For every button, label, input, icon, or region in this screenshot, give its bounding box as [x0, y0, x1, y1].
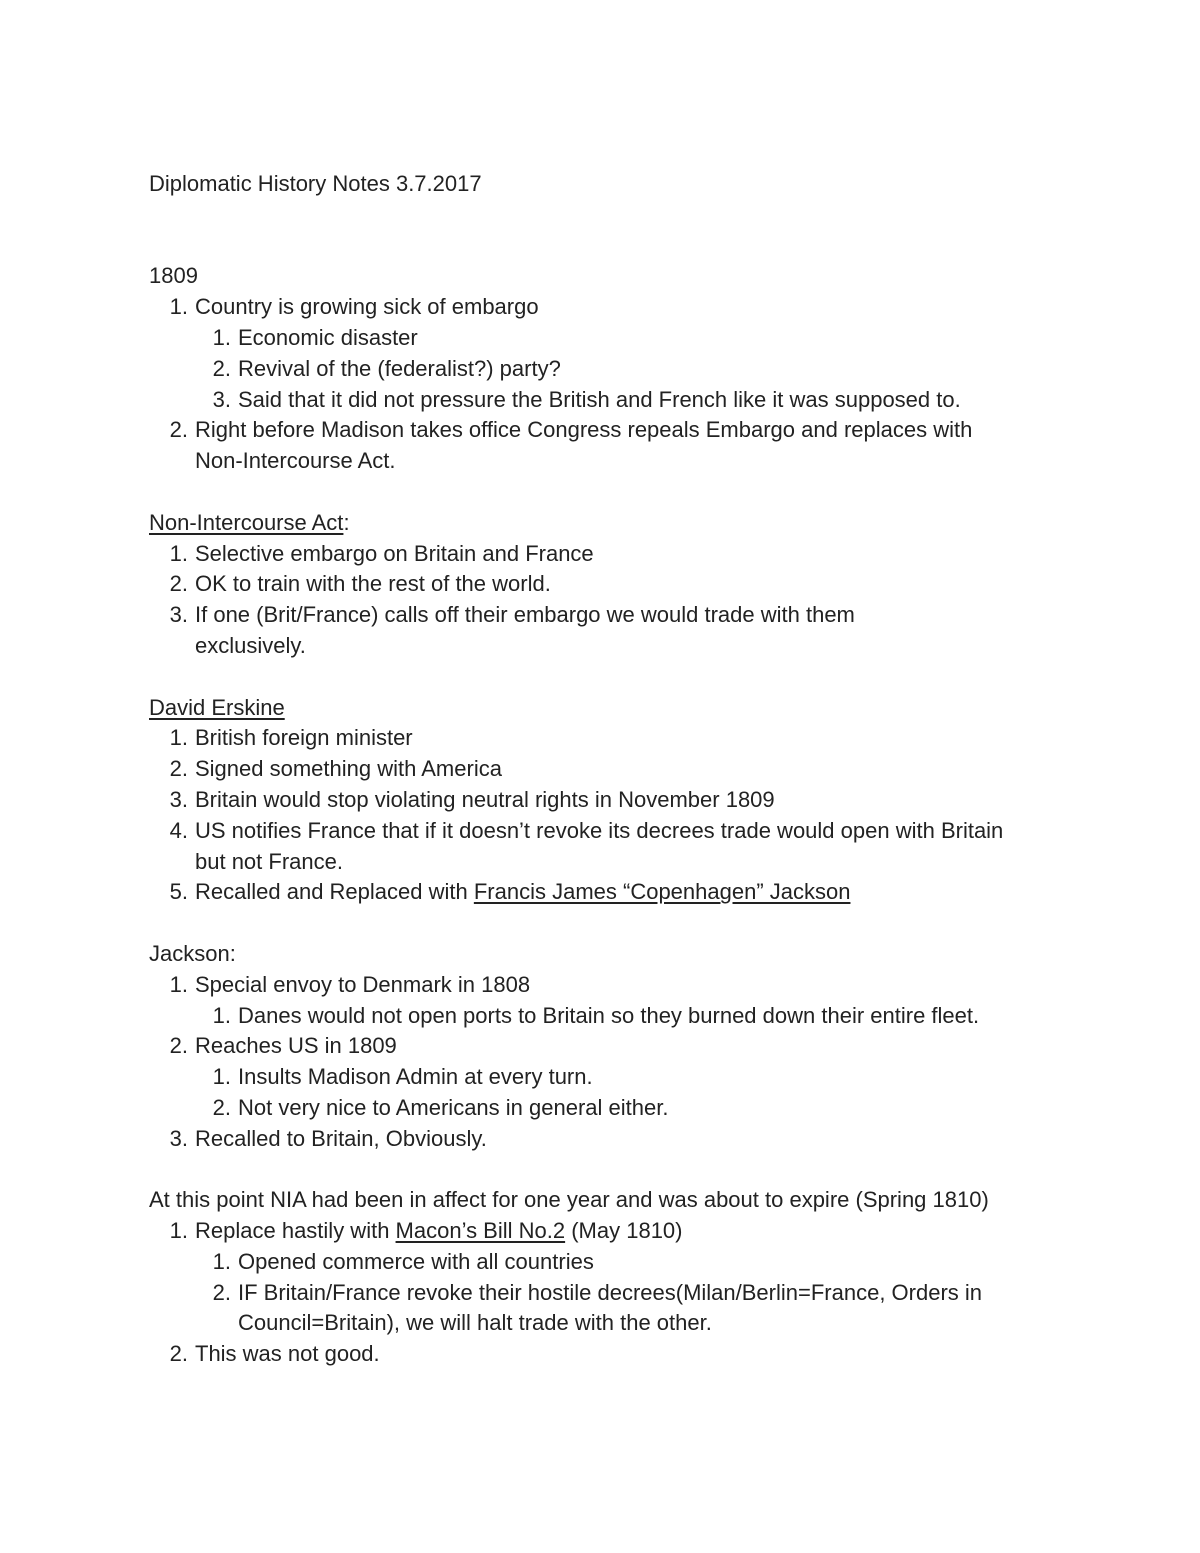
document-body [149, 169, 1059, 1370]
section-heading-david-erskine [149, 693, 1059, 724]
list-number: 1. [169, 971, 188, 997]
list-item-text: Not very nice to Americans in general either. [238, 1094, 669, 1120]
list-item-text: Danes would not open ports to Britain so they burned down their entire fleet. [238, 1002, 980, 1028]
list-number: 1. [212, 1248, 231, 1274]
list-number: 3. [169, 602, 188, 628]
list-number: 1. [212, 1064, 231, 1090]
list-number: 2. [212, 1094, 231, 1120]
list-item-text: Opened commerce with all countries [238, 1248, 594, 1274]
list-item-text: IF Britain/France revoke their hostile decrees(Milan/Berlin=France, Orders in Council=Britain), we will halt trade with the other. [238, 1279, 983, 1336]
heading-underlined-text: David Erskine [149, 694, 285, 720]
sub-list-item [149, 1278, 1048, 1340]
list-item-text: Reaches US in 1809 [195, 1033, 397, 1059]
sub-list-item [149, 1093, 1059, 1124]
sub-list-item [149, 1001, 1018, 1032]
list-item-text: Economic disaster [238, 324, 418, 350]
list-item [149, 600, 955, 662]
list-item [149, 754, 1059, 785]
list-item [149, 1031, 1059, 1062]
section-heading-non-intercourse-act [149, 508, 1059, 539]
list-number: 2. [169, 1033, 188, 1059]
list-item-text: Recalled to Britain, Obviously. [195, 1125, 487, 1151]
list-item [149, 1339, 1059, 1370]
list-number: 4. [169, 817, 188, 843]
sub-list-item [149, 385, 1059, 416]
list-item-text: If one (Brit/France) calls off their embargo we would trade with them exclusively. [195, 602, 855, 658]
underlined-name: Francis James “Copenhagen” Jackson [473, 879, 851, 905]
list-number: 5. [169, 879, 188, 905]
sub-list-item [149, 1062, 1059, 1093]
list-item-text: Signed something with America [195, 756, 502, 782]
list-item-text: Said that it did not pressure the British and French like it was supposed to. [238, 386, 961, 412]
list-number: 3. [169, 786, 188, 812]
list-item [149, 1124, 1059, 1155]
list-number: 1. [212, 1002, 231, 1028]
sub-list-item [149, 1247, 1059, 1278]
list-item-text-suffix: (May 1810) [565, 1218, 683, 1244]
list-number: 1. [169, 540, 188, 566]
list-item-text: Country is growing sick of embargo [195, 294, 539, 320]
list-item-text: Recalled and Replaced with [195, 879, 474, 905]
list-number: 2. [212, 355, 231, 381]
section-heading-jackson: Jackson: [149, 940, 236, 966]
list-item [149, 785, 1059, 816]
list-item-text: This was not good. [195, 1341, 380, 1367]
list-number: 2. [169, 571, 188, 597]
list-item [149, 539, 1059, 570]
list-number: 3. [212, 386, 231, 412]
page-title: Diplomatic History Notes 3.7.2017 [149, 171, 482, 196]
list-item-text: British foreign minister [195, 725, 413, 751]
list-item-text: Britain would stop violating neutral rights in November 1809 [195, 786, 775, 812]
section-intro-paragraph: At this point NIA had been in affect for one year and was about to expire (Spring 1810) [149, 1187, 989, 1213]
list-item [149, 1216, 1059, 1247]
list-item [149, 415, 1005, 477]
list-number: 2. [169, 1341, 188, 1367]
list-number: 1. [212, 324, 231, 350]
sub-list-item [149, 354, 1059, 385]
list-item [149, 877, 1059, 908]
sub-list-item [149, 323, 1059, 354]
list-number: 1. [169, 725, 188, 751]
list-item [149, 569, 1059, 600]
list-item [149, 723, 1059, 754]
list-item-text: Selective embargo on Britain and France [195, 540, 594, 566]
list-item-text: Revival of the (federalist?) party? [238, 355, 561, 381]
list-item-text: Right before Madison takes office Congress repeals Embargo and replaces with Non-Intercourse Act. [195, 417, 973, 474]
heading-underlined-text: Non-Intercourse Act [149, 509, 344, 535]
list-item-text: US notifies France that if it doesn’t revoke its decrees trade would open with Britain but not France. [195, 817, 1004, 874]
list-number: 2. [169, 417, 188, 443]
list-item-text: Insults Madison Admin at every turn. [238, 1064, 593, 1090]
list-item [149, 816, 1025, 878]
list-item-text: OK to train with the rest of the world. [195, 571, 551, 597]
list-number: 2. [169, 756, 188, 782]
list-item-text: Special envoy to Denmark in 1808 [195, 971, 531, 997]
list-number: 2. [212, 1279, 231, 1305]
list-number: 1. [169, 1218, 188, 1244]
section-heading-1809: 1809 [149, 263, 198, 289]
list-item [149, 292, 1059, 323]
list-item-text: Replace hastily with [195, 1218, 396, 1244]
underlined-bill-name: Macon’s Bill No.2 [395, 1218, 566, 1244]
list-number: 1. [169, 294, 188, 320]
list-number: 3. [169, 1125, 188, 1151]
list-item [149, 970, 1059, 1001]
heading-colon: : [343, 509, 350, 535]
